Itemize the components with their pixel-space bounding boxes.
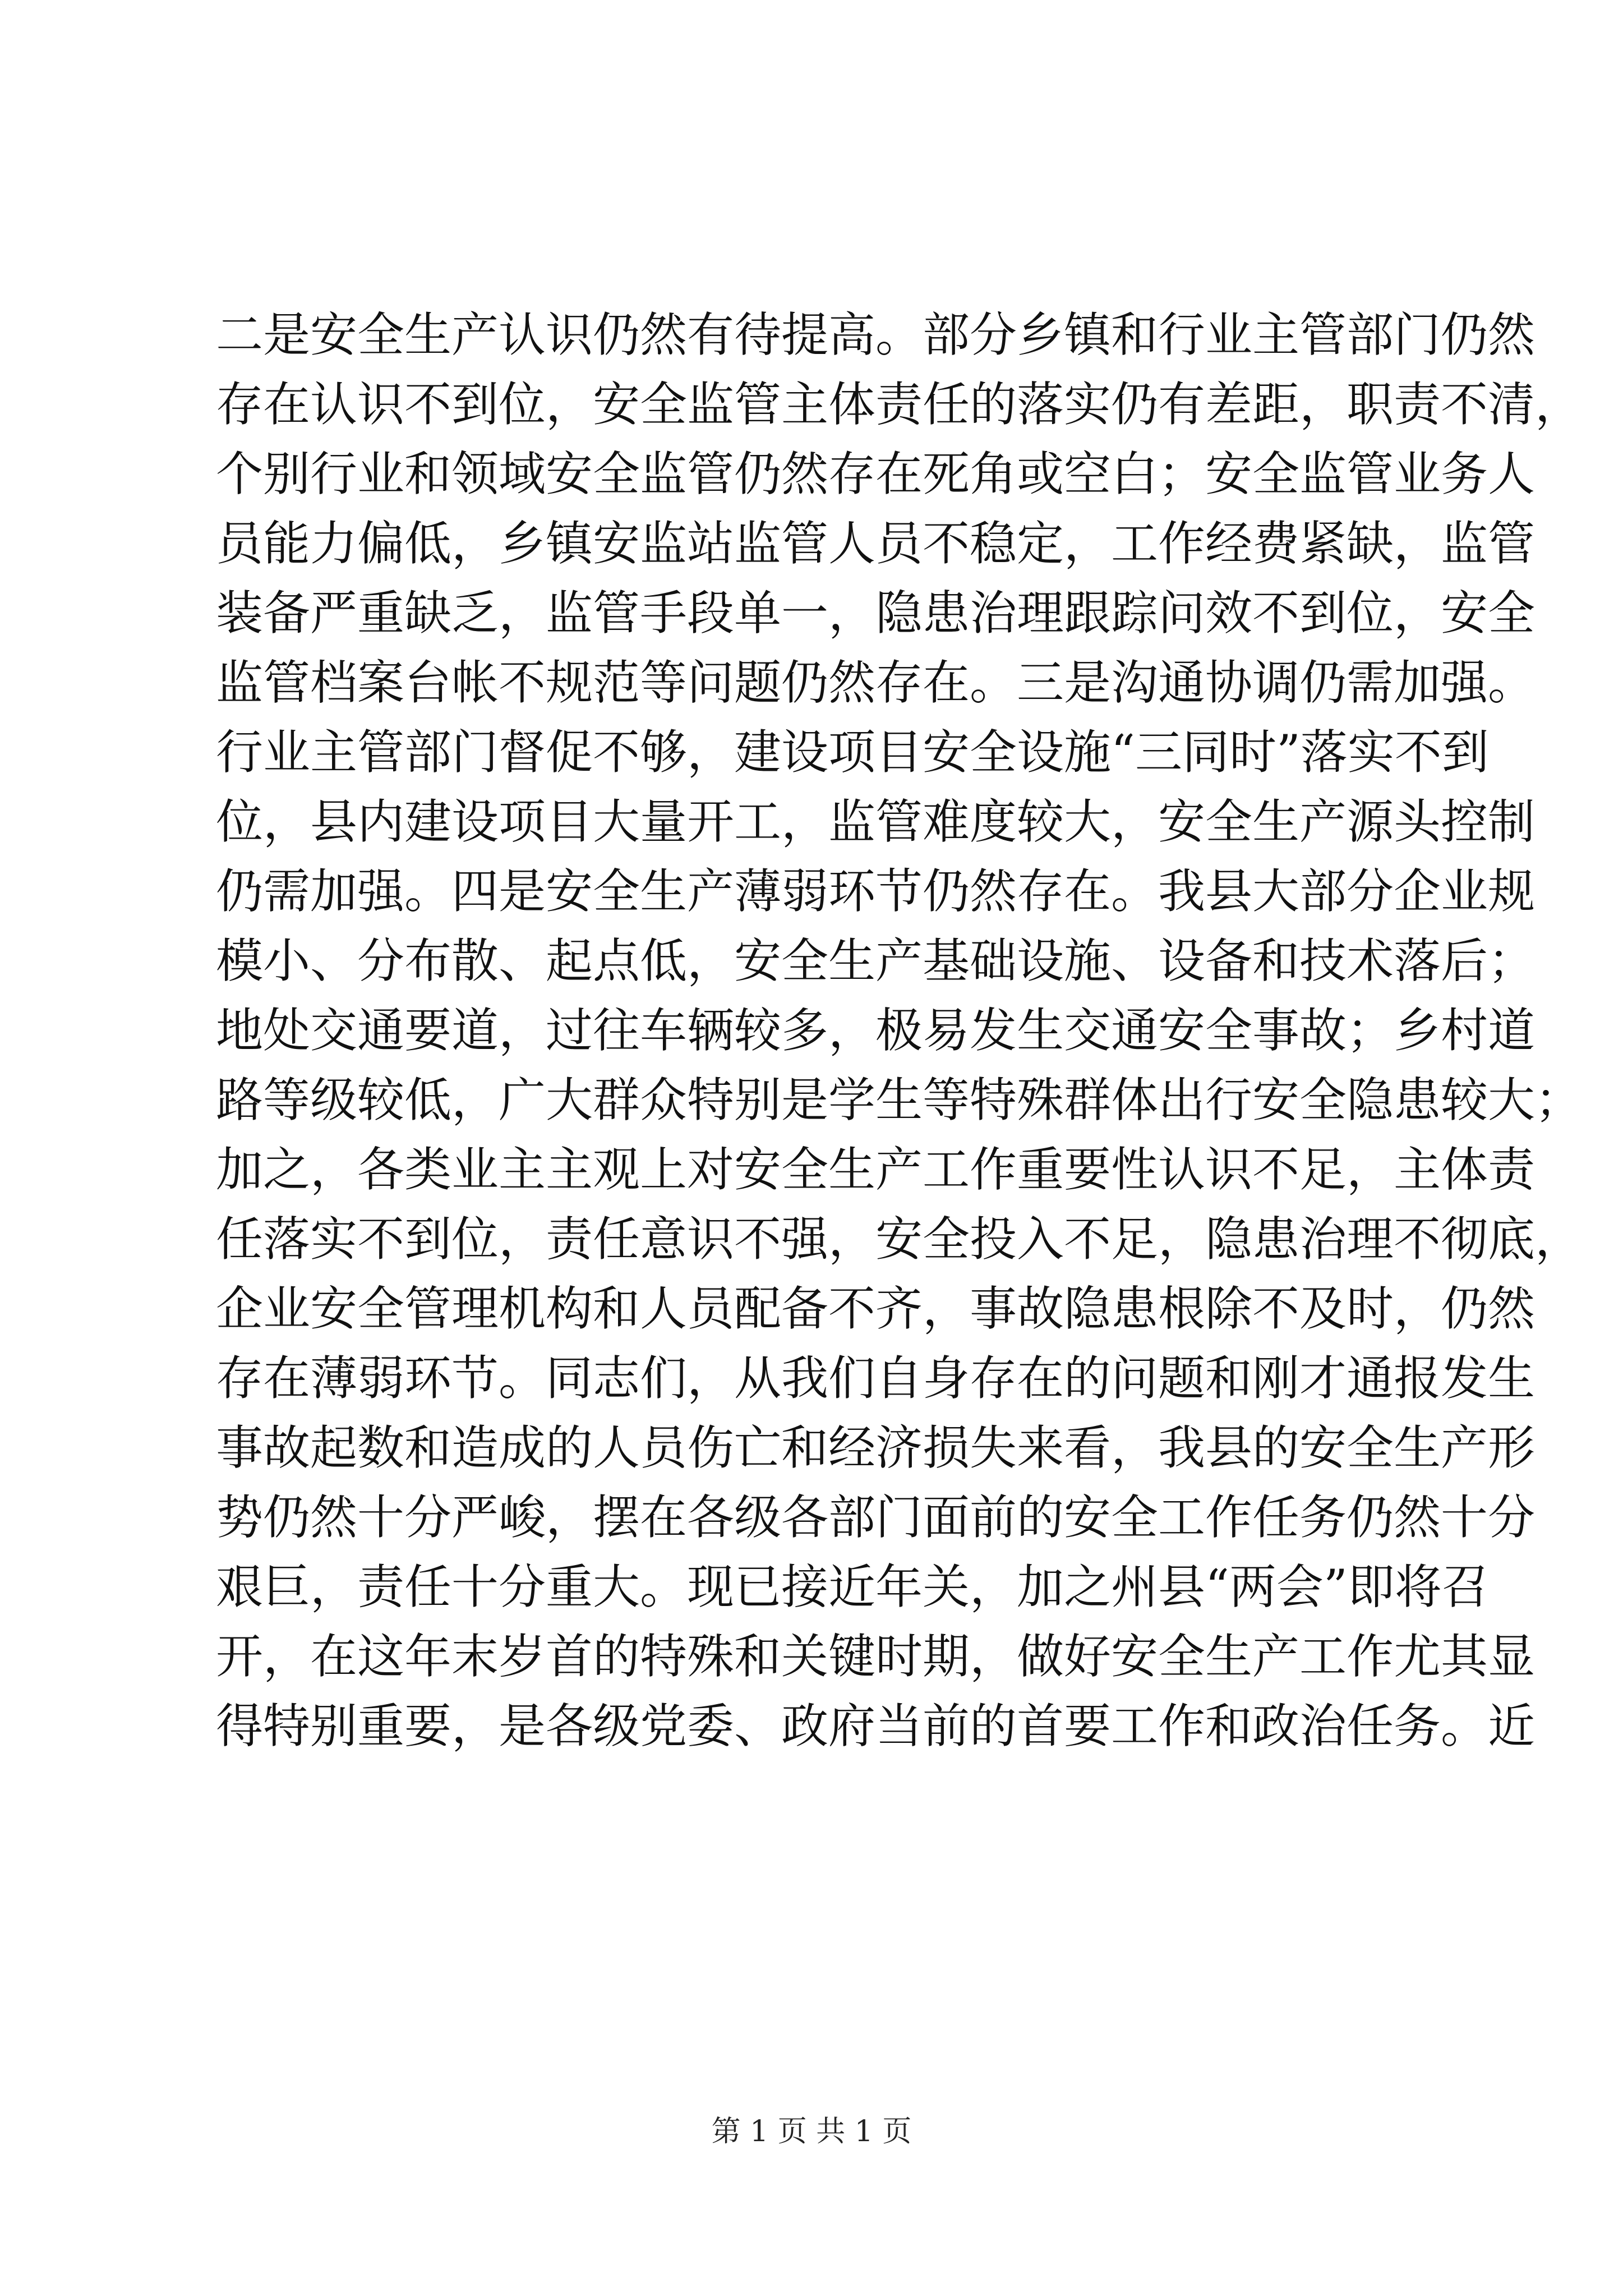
- text-line-15: 企业安全管理机构和人员配备不齐，事故隐患根除不及时，仍然: [216, 1281, 1536, 1336]
- text-line-10: 模小、分布散、起点低，安全生产基础设施、设备和技术落后；: [216, 933, 1536, 988]
- text-line-8: 位，县内建设项目大量开工，监管难度较大，安全生产源头控制: [216, 794, 1536, 849]
- text-line-21: 得特别重要，是各级党委、政府当前的首要工作和政治任务。近: [216, 1699, 1536, 1754]
- text-line-19: 艰巨，责任十分重大。现已接近年关，加之州县“两会”即将召: [216, 1559, 1489, 1614]
- text-line-4: 员能力偏低，乡镇安监站监管人员不稳定，工作经费紧缺，监管: [216, 516, 1536, 571]
- text-line-3: 个别行业和领域安全监管仍然存在死角或空白；安全监管业务人: [216, 447, 1536, 501]
- page-footer: [0, 2112, 1623, 2151]
- text-line-14: 任落实不到位，责任意识不强，安全投入不足，隐患治理不彻底，: [216, 1212, 1583, 1267]
- text-line-12: 路等级较低，广大群众特别是学生等特殊群体出行安全隐患较大；: [216, 1073, 1583, 1128]
- page-number-indicator: 第 1 页 共 1 页: [711, 2115, 912, 2148]
- text-line-16: 存在薄弱环节。同志们，从我们自身存在的问题和刚才通报发生: [216, 1351, 1536, 1406]
- text-line-18: 势仍然十分严峻，摆在各级各部门面前的安全工作任务仍然十分: [216, 1490, 1536, 1545]
- text-line-1: 二是安全生产认识仍然有待提高。部分乡镇和行业主管部门仍然: [216, 307, 1536, 362]
- text-line-2: 存在认识不到位，安全监管主体责任的落实仍有差距，职责不清，: [216, 377, 1583, 432]
- body-text: [216, 300, 1583, 1761]
- text-line-17: 事故起数和造成的人员伤亡和经济损失来看，我县的安全生产形: [216, 1420, 1536, 1475]
- text-line-11: 地处交通要道，过往车辆较多，极易发生交通安全事故；乡村道: [216, 1003, 1536, 1058]
- text-line-7: 行业主管部门督促不够，建设项目安全设施“三同时”落实不到: [216, 725, 1489, 780]
- text-line-5: 装备严重缺乏，监管手段单一，隐患治理跟踪问效不到位，安全: [216, 586, 1536, 641]
- text-line-20: 开，在这年末岁首的特殊和关键时期，做好安全生产工作尤其显: [216, 1629, 1536, 1684]
- text-line-13: 加之，各类业主主观上对安全生产工作重要性认识不足，主体责: [216, 1142, 1536, 1197]
- text-line-9: 仍需加强。四是安全生产薄弱环节仍然存在。我县大部分企业规: [216, 864, 1536, 919]
- text-line-6: 监管档案台帐不规范等问题仍然存在。三是沟通协调仍需加强。: [216, 655, 1536, 710]
